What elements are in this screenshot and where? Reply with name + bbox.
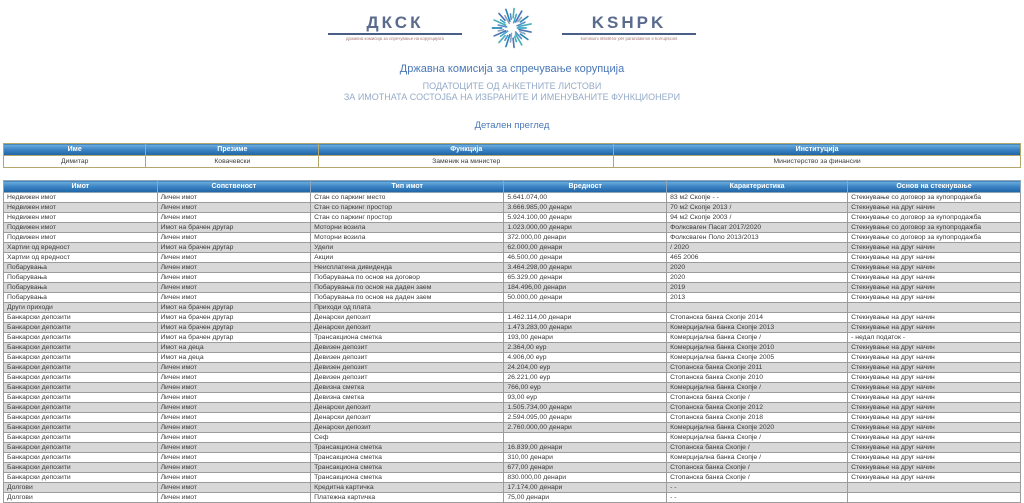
cell: 2019 xyxy=(667,283,848,293)
cell: Девизен депозит xyxy=(311,353,504,363)
cell: Стопанска банка Скопје / xyxy=(667,473,848,483)
cell: 2.760.000,00 денари xyxy=(504,423,667,433)
cell: Стекнување со договор за купопродажба xyxy=(848,233,1021,243)
cell: 46.500,00 денари xyxy=(504,253,667,263)
cell: 372.000,00 денари xyxy=(504,233,667,243)
table-row xyxy=(4,273,1021,283)
cell: Стекнување на друг начин xyxy=(848,273,1021,283)
cell: Долгови xyxy=(4,493,158,503)
table-row xyxy=(4,263,1021,273)
cell: Стекнување на друг начин xyxy=(848,293,1021,303)
table-row xyxy=(4,493,1021,503)
cell: Трансакциона сметка xyxy=(311,443,504,453)
cell: Личен имот xyxy=(157,483,311,493)
cell: 75,00 денари xyxy=(504,493,667,503)
cell: Банкарски депозити xyxy=(4,383,158,393)
cell: Банкарски депозити xyxy=(4,313,158,323)
cell: Стопанска банка Скопје 2011 xyxy=(667,363,848,373)
cell: Банкарски депозити xyxy=(4,393,158,403)
cell: - - xyxy=(667,493,848,503)
cell: Трансакциона сметка xyxy=(311,463,504,473)
cell: 2.594.095,00 денари xyxy=(504,413,667,423)
cell: Стекнување на друг начин xyxy=(848,473,1021,483)
table-row xyxy=(4,433,1021,443)
table-row xyxy=(4,393,1021,403)
cell: Моторни возила xyxy=(311,233,504,243)
cell: Банкарски депозити xyxy=(4,333,158,343)
table-row xyxy=(4,193,1021,203)
cell: Личен имот xyxy=(157,233,311,243)
cell: Недвижен имот xyxy=(4,193,158,203)
cell: Имот на брачен другар xyxy=(157,313,311,323)
cell: Стекнување на друг начин xyxy=(848,323,1021,333)
cell: Подвижен имот xyxy=(4,223,158,233)
table-row xyxy=(4,463,1021,473)
cell: 24.204,00 еур xyxy=(504,363,667,373)
cell: 184.496,00 денари xyxy=(504,283,667,293)
cell: Девизна сметка xyxy=(311,393,504,403)
cell: 677,00 денари xyxy=(504,463,667,473)
cell: Банкарски депозити xyxy=(4,363,158,373)
cell: Стекнување на друг начин xyxy=(848,253,1021,263)
table-row xyxy=(4,333,1021,343)
page-title: Државна комисија за спречување корупција xyxy=(399,63,625,75)
cell xyxy=(848,303,1021,313)
cell: Денарски депозит xyxy=(311,413,504,423)
cell: Стекнување со договор за купопродажба xyxy=(848,223,1021,233)
table-row xyxy=(4,343,1021,353)
cell: 62.000,00 денари xyxy=(504,243,667,253)
table-row xyxy=(4,303,1021,313)
cell: 1.462.114,00 денари xyxy=(504,313,667,323)
cell: Стекнување со договор за купопродажба xyxy=(848,193,1021,203)
logo-subtitle-mk: државна комисија за спречување на корупцијата xyxy=(346,36,444,41)
cell xyxy=(504,433,667,443)
cell: Други приходи xyxy=(4,303,158,313)
table-row xyxy=(4,283,1021,293)
cell: 5.924.100,00 денари xyxy=(504,213,667,223)
cell: 16.839,00 денари xyxy=(504,443,667,453)
cell: Личен имот xyxy=(157,463,311,473)
cell: Личен имот xyxy=(157,433,311,443)
cell: Банкарски депозити xyxy=(4,413,158,423)
assets-table xyxy=(3,180,1021,503)
cell: Стекнување на друг начин xyxy=(848,283,1021,293)
cell: Банкарски депозити xyxy=(4,473,158,483)
table-row xyxy=(4,403,1021,413)
cell: Долгови xyxy=(4,483,158,493)
cell: 1.505.734,00 денари xyxy=(504,403,667,413)
cell: 2.364,00 еур xyxy=(504,343,667,353)
cell: Стекнување на друг начин xyxy=(848,433,1021,443)
cell: Побарувања xyxy=(4,273,158,283)
cell: Личен имот xyxy=(157,383,311,393)
column-header-asset-type: Тип имот xyxy=(311,181,504,193)
column-header-value: Вредност xyxy=(504,181,667,193)
cell: 2020 xyxy=(667,273,848,283)
cell: Стекнување на друг начин xyxy=(848,353,1021,363)
logo-subtitle-sq: komisioni shtetëror për parandalimin e korrupsionit xyxy=(580,36,678,41)
cell: Комерцијална банка Скопје 2020 xyxy=(667,423,848,433)
cell: 830.000,00 денари xyxy=(504,473,667,483)
cell: Трансакциона сметка xyxy=(311,473,504,483)
cell: Имот на брачен другар xyxy=(157,333,311,343)
cell: Личен имот xyxy=(157,423,311,433)
person-surname: Ковачевски xyxy=(146,156,319,168)
cell: Личен имот xyxy=(157,493,311,503)
cell: Приходи од плата xyxy=(311,303,504,313)
cell: Стопанска банка Скопје 2012 xyxy=(667,403,848,413)
cell: Моторни возила xyxy=(311,223,504,233)
cell: Стопанска банка Скопје 2010 xyxy=(667,373,848,383)
cell: Стекнување на друг начин xyxy=(848,313,1021,323)
cell: Подвижен имот xyxy=(4,233,158,243)
cell: Имот на брачен другар xyxy=(157,223,311,233)
cell: Имот на брачен другар xyxy=(157,243,311,253)
cell: Хартии од вредност xyxy=(4,243,158,253)
section-title: Детален преглед xyxy=(474,120,550,131)
cell: / 2020 xyxy=(667,243,848,253)
cell: Стекнување на друг начин xyxy=(848,383,1021,393)
cell: Сеф xyxy=(311,433,504,443)
cell: Личен имот xyxy=(157,403,311,413)
table-row xyxy=(4,293,1021,303)
cell: 93,00 еур xyxy=(504,393,667,403)
logo-acronym-mk: ДКСК xyxy=(366,12,424,32)
cell: Стекнување со договор за купопродажба xyxy=(848,213,1021,223)
cell: Трансакциона сметка xyxy=(311,453,504,463)
cell: Личен имот xyxy=(157,413,311,423)
cell: Личен имот xyxy=(157,453,311,463)
cell: Побарувања xyxy=(4,283,158,293)
logo-acronym-sq: KSHPK xyxy=(591,12,667,32)
cell: Неисплатена дивиденда xyxy=(311,263,504,273)
cell: Денарски депозит xyxy=(311,423,504,433)
column-header-institution: Институција xyxy=(614,144,1021,156)
cell: - недал податок - xyxy=(848,333,1021,343)
cell: Банкарски депозити xyxy=(4,403,158,413)
person-table xyxy=(3,143,1021,168)
cell: 3.464.298,00 денари xyxy=(504,263,667,273)
cell: Побарувања по основ на даден заем xyxy=(311,293,504,303)
cell: Стекнување на друг начин xyxy=(848,363,1021,373)
cell: Имот на брачен другар xyxy=(157,303,311,313)
cell: - - xyxy=(667,483,848,493)
cell: Банкарски депозити xyxy=(4,353,158,363)
cell: Банкарски депозити xyxy=(4,423,158,433)
cell: Банкарски депозити xyxy=(4,443,158,453)
person-name: Димитар xyxy=(4,156,146,168)
cell: Стекнување на друг начин xyxy=(848,263,1021,273)
cell: 310,00 денари xyxy=(504,453,667,463)
cell: Стопанска банка Скопје / xyxy=(667,443,848,453)
table-row xyxy=(4,233,1021,243)
cell: Удели xyxy=(311,243,504,253)
cell: Стекнување на друг начин xyxy=(848,373,1021,383)
cell: Недвижен имот xyxy=(4,203,158,213)
cell: Стопанска банка Скопје 2014 xyxy=(667,313,848,323)
person-data-row xyxy=(4,156,1021,168)
table-row xyxy=(4,323,1021,333)
cell: Стекнување на друг начин xyxy=(848,453,1021,463)
cell: 94 м2 Скопје 2003 / xyxy=(667,213,848,223)
cell: Комерцијална банка Скопје 2010 xyxy=(667,343,848,353)
cell: Комерцијална банка Скопје 2005 xyxy=(667,353,848,363)
dksk-logo[interactable] xyxy=(0,2,1024,54)
cell: 3.666.985,00 денари xyxy=(504,203,667,213)
cell: Личен имот xyxy=(157,473,311,483)
column-header-ownership: Сопственост xyxy=(157,181,311,193)
cell: Побарувања xyxy=(4,263,158,273)
column-header-surname: Презиме xyxy=(146,144,319,156)
cell: 1.023.000,00 денари xyxy=(504,223,667,233)
cell: 5.641.074,00 xyxy=(504,193,667,203)
table-row xyxy=(4,443,1021,453)
cell: Стекнување на друг начин xyxy=(848,393,1021,403)
cell: Фолксваген Поло 2013/2013 xyxy=(667,233,848,243)
cell: Фолксваген Пасат 2017/2020 xyxy=(667,223,848,233)
cell: Стекнување на друг начин xyxy=(848,423,1021,433)
cell: Личен имот xyxy=(157,253,311,263)
cell: Стекнување на друг начин xyxy=(848,203,1021,213)
cell: Комерцијална банка Скопје / xyxy=(667,433,848,443)
table-row xyxy=(4,453,1021,463)
cell: Стекнување на друг начин xyxy=(848,243,1021,253)
column-header-acquisition-basis: Основ на стекнување xyxy=(848,181,1021,193)
table-row xyxy=(4,253,1021,263)
table-row xyxy=(4,313,1021,323)
cell: 2013 xyxy=(667,293,848,303)
cell: Банкарски депозити xyxy=(4,433,158,443)
cell: 70 м2 Скопје 2013 / xyxy=(667,203,848,213)
person-function: Заменик на министер xyxy=(319,156,614,168)
cell: Стан со паркинг место xyxy=(311,193,504,203)
table-row xyxy=(4,383,1021,393)
logo-right-block xyxy=(544,14,714,43)
cell: 50.000,00 денари xyxy=(504,293,667,303)
cell: Денарски депозит xyxy=(311,323,504,333)
cell: Хартии од вредност xyxy=(4,253,158,263)
cell: Личен имот xyxy=(157,443,311,453)
cell: Стекнување на друг начин xyxy=(848,343,1021,353)
cell: Личен имот xyxy=(157,393,311,403)
cell: Личен имот xyxy=(157,373,311,383)
cell: Банкарски депозити xyxy=(4,373,158,383)
person-header-row xyxy=(4,144,1021,156)
assets-header-row xyxy=(4,181,1021,193)
cell: Стекнување на друг начин xyxy=(848,403,1021,413)
table-row xyxy=(4,373,1021,383)
starburst-icon xyxy=(486,2,538,54)
cell: Стопанска банка Скопје / xyxy=(667,463,848,473)
cell: Личен имот xyxy=(157,273,311,283)
table-row xyxy=(4,223,1021,233)
cell: Личен имот xyxy=(157,283,311,293)
cell: Денарски депозит xyxy=(311,313,504,323)
cell: Имот на брачен другар xyxy=(157,323,311,333)
cell: Комерцијална банка Скопје / xyxy=(667,383,848,393)
cell xyxy=(667,303,848,313)
person-institution: Министерство за финансии xyxy=(614,156,1021,168)
cell: Девизен депозит xyxy=(311,363,504,373)
table-row xyxy=(4,483,1021,493)
logo-divider-left xyxy=(328,33,462,35)
cell: Банкарски депозити xyxy=(4,343,158,353)
cell xyxy=(504,303,667,313)
cell: Побарувања по основ на даден заем xyxy=(311,283,504,293)
cell: 65.329,00 денари xyxy=(504,273,667,283)
cell: 4.906,00 еур xyxy=(504,353,667,363)
cell: Стекнување на друг начин xyxy=(848,413,1021,423)
cell: Платежна картичка xyxy=(311,493,504,503)
table-row xyxy=(4,213,1021,223)
cell: Личен имот xyxy=(157,193,311,203)
cell: Личен имот xyxy=(157,213,311,223)
cell xyxy=(848,483,1021,493)
cell: Стекнување на друг начин xyxy=(848,443,1021,453)
table-row xyxy=(4,363,1021,373)
cell: Девизна сметка xyxy=(311,383,504,393)
logo-divider-right xyxy=(562,33,696,35)
cell: Девизен депозит xyxy=(311,343,504,353)
cell: 83 м2 Скопје - - xyxy=(667,193,848,203)
column-header-asset: Имот xyxy=(4,181,158,193)
table-row xyxy=(4,473,1021,483)
cell: 766,00 еур xyxy=(504,383,667,393)
cell: Имот на деца xyxy=(157,343,311,353)
column-header-name: Име xyxy=(4,144,146,156)
cell: Девизен депозит xyxy=(311,373,504,383)
cell: 465 2006 xyxy=(667,253,848,263)
cell: Стопанска банка Скопје 2018 xyxy=(667,413,848,423)
cell: Кредитна картичка xyxy=(311,483,504,493)
cell: Стан со паркинг простор xyxy=(311,203,504,213)
cell xyxy=(848,493,1021,503)
cell: Комерцијална банка Скопје 2013 xyxy=(667,323,848,333)
table-row xyxy=(4,203,1021,213)
cell: 193,00 денари xyxy=(504,333,667,343)
cell: Личен имот xyxy=(157,293,311,303)
cell: 2020 xyxy=(667,263,848,273)
cell: Стекнување на друг начин xyxy=(848,463,1021,473)
cell: Имот на деца xyxy=(157,353,311,363)
cell: Комерцијална банка Скопје / xyxy=(667,453,848,463)
cell: 1.473.283,00 денари xyxy=(504,323,667,333)
cell: Побарувања по основ на договор xyxy=(311,273,504,283)
cell: Трансакциона сметка xyxy=(311,333,504,343)
cell: Банкарски депозити xyxy=(4,453,158,463)
logo-left-block xyxy=(310,14,480,43)
assets-table-body xyxy=(4,193,1021,503)
cell: Банкарски депозити xyxy=(4,463,158,473)
cell: Личен имот xyxy=(157,203,311,213)
cell: Побарувања xyxy=(4,293,158,303)
page-subtitle-line1: ПОДАТОЦИТЕ ОД АНКЕТНИТЕ ЛИСТОВИ xyxy=(422,81,602,91)
cell: Комерцијална банка Скопје / xyxy=(667,333,848,343)
table-row xyxy=(4,353,1021,363)
cell: Личен имот xyxy=(157,363,311,373)
table-row xyxy=(4,423,1021,433)
table-row xyxy=(4,243,1021,253)
cell: Стан со паркинг простор xyxy=(311,213,504,223)
column-header-function: Функција xyxy=(319,144,614,156)
cell: Стопанска банка Скопје / xyxy=(667,393,848,403)
cell: 26.221,00 еур xyxy=(504,373,667,383)
cell: Денарски депозит xyxy=(311,403,504,413)
column-header-characteristic: Карактеристика xyxy=(667,181,848,193)
cell: 17.174,00 денари xyxy=(504,483,667,493)
cell: Акции xyxy=(311,253,504,263)
cell: Недвижен имот xyxy=(4,213,158,223)
page-subtitle-line2: ЗА ИМОТНАТА СОСТОЈБА НА ИЗБРАНИТЕ И ИМЕНУВАНИТЕ ФУНКЦИОНЕРИ xyxy=(343,92,681,102)
cell: Личен имот xyxy=(157,263,311,273)
cell: Банкарски депозити xyxy=(4,323,158,333)
table-row xyxy=(4,413,1021,423)
